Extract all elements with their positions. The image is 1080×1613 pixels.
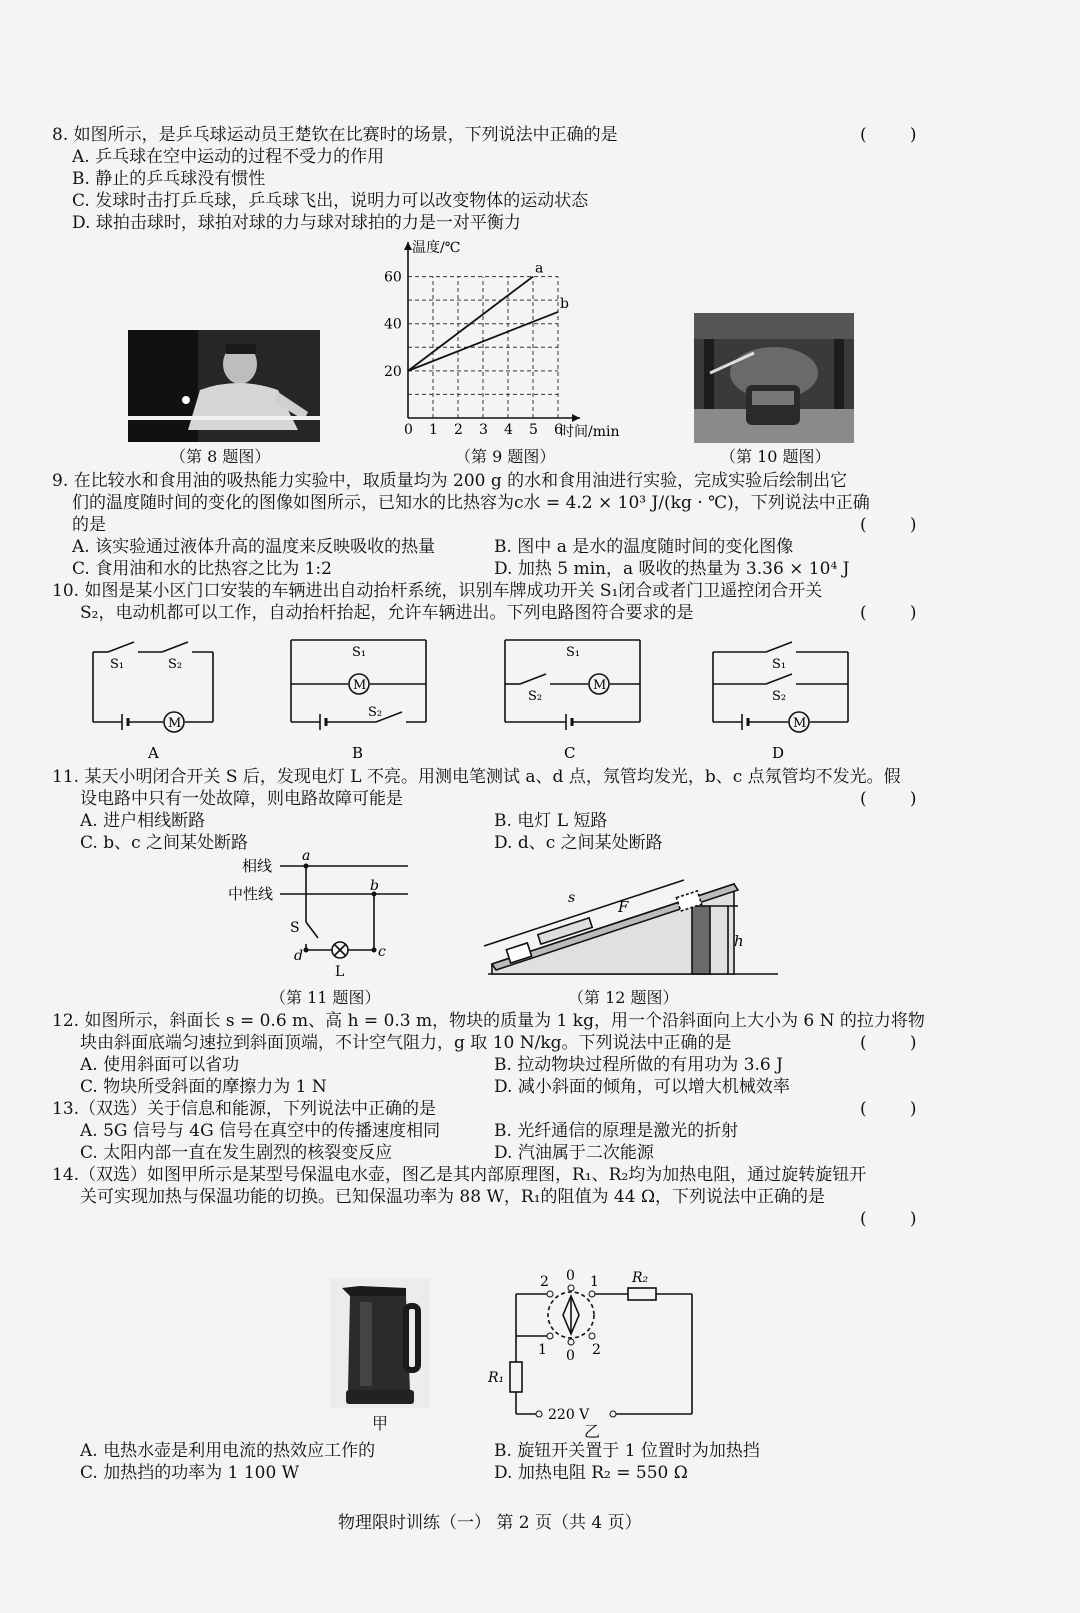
- q8-option-d: D. 球拍击球时，球拍对球的力与球对球拍的力是一对平衡力: [72, 213, 521, 233]
- household-circuit-diagram: [228, 848, 428, 982]
- q9-stem-line3: 的是: [72, 515, 106, 535]
- parking-gate-photo: [694, 313, 854, 443]
- switch-pos-0-top: 0: [566, 1268, 575, 1284]
- switch-s2-label: S₂: [772, 689, 787, 704]
- x-tick-label: 6: [554, 422, 563, 438]
- series-label-b: b: [560, 295, 569, 312]
- page-footer: 物理限时训练（一） 第 2 页（共 4 页）: [338, 1513, 642, 1533]
- q10-stem-line1: 10. 如图是某小区门口安装的车辆进出自动抬杆系统，识别车牌成功开关 S₁闭合或者门卫遥控闭合开关: [52, 581, 823, 601]
- point-a-label: a: [302, 848, 311, 864]
- q14-option-c: C. 加热挡的功率为 1 100 W: [80, 1463, 300, 1483]
- q13-stem: 13.（双选）关于信息和能源，下列说法中正确的是: [52, 1099, 437, 1119]
- incline-length-label: s: [568, 890, 576, 906]
- q13-option-a: A. 5G 信号与 4G 信号在真空中的传播速度相同: [80, 1121, 441, 1141]
- answer-bracket: ( ): [860, 603, 917, 623]
- temperature-time-chart: [380, 238, 620, 440]
- q12-option-c: C. 物块所受斜面的摩擦力为 1 N: [80, 1077, 327, 1097]
- electric-kettle-photo: [330, 1278, 430, 1408]
- x-axis-arrow: [572, 414, 580, 422]
- switch-pos-0-bottom: 0: [566, 1348, 575, 1364]
- chart-grid: [408, 277, 558, 418]
- y-tick-label: 60: [384, 269, 402, 286]
- circuit-diagram-b: [286, 632, 446, 762]
- chart-marks: [408, 261, 569, 371]
- motor-label: M: [353, 678, 367, 693]
- answer-bracket: ( ): [860, 125, 917, 145]
- q9-option-d: D. 加热 5 min，a 吸收的热量为 3.36 × 10⁴ J: [494, 559, 850, 579]
- circuit-diagram-a: [88, 632, 228, 762]
- force-label: F: [618, 898, 629, 916]
- q11-option-c: C. b、c 之间某处断路: [80, 833, 249, 853]
- q11-stem-line1: 11. 某天小明闭合开关 S 后，发现电灯 L 不亮。用测电笔测试 a、d 点，氖管均发光，b、c 点氖管均不发光。假: [52, 767, 901, 787]
- q13-option-c: C. 太阳内部一直在发生剧烈的核裂变反应: [80, 1143, 393, 1163]
- incline-diagram: [478, 860, 778, 980]
- q12-stem-line1: 12. 如图所示，斜面长 s = 0.6 m、高 h = 0.3 m，物块的质量为 1 kg，用一个沿斜面向上大小为 6 N 的拉力将物: [52, 1011, 925, 1031]
- answer-bracket: ( ): [860, 1099, 917, 1119]
- fig12-caption: （第 12 题图）: [568, 988, 679, 1007]
- switch-s1-label: S₁: [772, 657, 787, 672]
- q14-option-b: B. 旋钮开关置于 1 位置时为加热挡: [494, 1441, 760, 1461]
- q12-option-b: B. 拉动物块过程所做的有用功为 3.6 J: [494, 1055, 783, 1075]
- q10-stem-line2: S₂，电动机都可以工作，自动抬杆抬起，允许车辆进出。下列电路图符合要求的是: [80, 603, 694, 623]
- q14-option-a: A. 电热水壶是利用电流的热效应工作的: [80, 1441, 376, 1461]
- q12-option-a: A. 使用斜面可以省功: [80, 1055, 240, 1075]
- switch-pos-1-bottom: 1: [538, 1342, 547, 1358]
- series-line-b: [408, 312, 558, 371]
- circuit-label-a: A: [148, 744, 159, 762]
- q11-option-b: B. 电灯 L 短路: [494, 811, 608, 831]
- q11-option-d: D. d、c 之间某处断路: [494, 833, 663, 853]
- answer-bracket: ( ): [860, 789, 917, 809]
- switch-s-label: S: [290, 920, 300, 936]
- q14-stem-line2: 关可实现加热与保温功能的切换。已知保温功率为 88 W，R₁的阻值为 44 Ω，下列说法中正确的是: [80, 1187, 826, 1207]
- switch-s2-label: S₂: [528, 689, 543, 704]
- point-b-label: b: [370, 878, 379, 894]
- switch-s1-label: S₁: [566, 645, 581, 660]
- table-tennis-illustration: [128, 330, 320, 442]
- switch-pos-2-bottom: 2: [592, 1342, 601, 1358]
- neutral-wire-label: 中性线: [228, 885, 274, 903]
- point-d-label: d: [294, 948, 303, 964]
- switch-s1-label: S₁: [110, 657, 125, 672]
- q8-option-b: B. 静止的乒乓球没有惯性: [72, 169, 266, 189]
- switch-pos-2-top: 2: [540, 1274, 549, 1290]
- answer-bracket: ( ): [860, 1033, 917, 1053]
- q12-option-d: D. 减小斜面的倾角，可以增大机械效率: [494, 1077, 790, 1097]
- fig14-yi-label: 乙: [584, 1422, 601, 1441]
- answer-bracket: ( ): [860, 1209, 917, 1229]
- motor-label: M: [168, 716, 182, 731]
- q11-stem-line2: 设电路中只有一处故障，则电路故障可能是: [80, 789, 403, 809]
- y-axis-label: 温度/℃: [412, 240, 461, 256]
- live-wire-label: 相线: [242, 857, 273, 875]
- fig10-caption: （第 10 题图）: [720, 447, 831, 466]
- circuit-diagram-c: [500, 632, 660, 762]
- q8-option-a: A. 乒乓球在空中运动的过程不受力的作用: [72, 147, 385, 167]
- switch-s2-label: S₂: [168, 657, 183, 672]
- motor-label: M: [793, 716, 807, 731]
- q12-stem-line2: 块由斜面底端匀速拉到斜面顶端，不计空气阻力，g 取 10 N/kg。下列说法中正确的是: [80, 1033, 732, 1053]
- q14-stem-line1: 14.（双选）如图甲所示是某型号保温电水壶，图乙是其内部原理图，R₁、R₂均为加热电阻，通过旋转旋钮开: [52, 1165, 867, 1185]
- x-axis-label: 时间/min: [560, 424, 620, 440]
- q9-stem-line1: 9. 在比较水和食用油的吸热能力实验中，取质量均为 200 g 的水和食用油进行实验，完成实验后绘制出它: [52, 471, 848, 491]
- switch-pos-1-top: 1: [590, 1274, 599, 1290]
- q11-option-a: A. 进户相线断路: [80, 811, 206, 831]
- q8-option-c: C. 发球时击打乒乓球，乒乓球飞出，说明力可以改变物体的运动状态: [72, 191, 589, 211]
- x-tick-label: 2: [454, 422, 463, 438]
- x-tick-label: 0: [404, 422, 413, 438]
- switch-s2-label: S₂: [368, 705, 383, 720]
- parking-gate-illustration: [694, 313, 854, 443]
- resistor-r1-label: R₁: [488, 1370, 505, 1386]
- circuit-diagram-d: [708, 632, 868, 762]
- lamp-label: L: [335, 964, 345, 980]
- q13-option-d: D. 汽油属于二次能源: [494, 1143, 654, 1163]
- circuit-label-b: B: [352, 744, 364, 762]
- fig14-jia-label: 甲: [372, 1414, 389, 1433]
- rotary-switch-circuit: [488, 1258, 706, 1433]
- fig11-caption: （第 11 题图）: [270, 988, 381, 1007]
- q9-option-b: B. 图中 a 是水的温度随时间的变化图像: [494, 537, 794, 557]
- y-tick-label: 20: [384, 363, 402, 380]
- electric-kettle-illustration: [330, 1278, 430, 1408]
- circuit-label-d: D: [772, 744, 785, 762]
- q9-stem-line2: 们的温度随时间的变化的图像如图所示，已知水的比热容为c水 = 4.2 × 10³ J/(kg · ℃)，下列说法中正确: [72, 493, 870, 513]
- y-tick-label: 40: [384, 316, 402, 333]
- motor-label: M: [593, 678, 607, 693]
- chart-axes: [384, 239, 620, 440]
- q14-option-d: D. 加热电阻 R₂ = 550 Ω: [494, 1463, 688, 1483]
- q13-option-b: B. 光纤通信的原理是激光的折射: [494, 1121, 739, 1141]
- fig9-caption: （第 9 题图）: [455, 447, 556, 466]
- point-c-label: c: [378, 944, 386, 960]
- fig8-caption: （第 8 题图）: [170, 447, 271, 466]
- x-tick-label: 3: [479, 422, 488, 438]
- q8-stem: 8. 如图所示，是乒乓球运动员王楚钦在比赛时的场景，下列说法中正确的是: [52, 125, 618, 145]
- resistor-r2-label: R₂: [632, 1270, 649, 1286]
- x-tick-label: 4: [504, 422, 513, 438]
- switch-s1-label: S₁: [352, 645, 367, 660]
- x-tick-label: 1: [429, 422, 438, 438]
- height-label: h: [734, 932, 744, 950]
- q9-option-a: A. 该实验通过液体升高的温度来反映吸收的热量: [72, 537, 436, 557]
- answer-bracket: ( ): [860, 515, 917, 535]
- circuit-label-c: C: [564, 744, 576, 762]
- table-tennis-photo: [128, 330, 320, 442]
- x-tick-label: 5: [529, 422, 538, 438]
- y-axis-arrow: [404, 242, 412, 250]
- series-label-a: a: [535, 260, 544, 277]
- q9-option-c: C. 食用油和水的比热容之比为 1:2: [72, 559, 332, 579]
- voltage-label: 220 V: [548, 1407, 590, 1423]
